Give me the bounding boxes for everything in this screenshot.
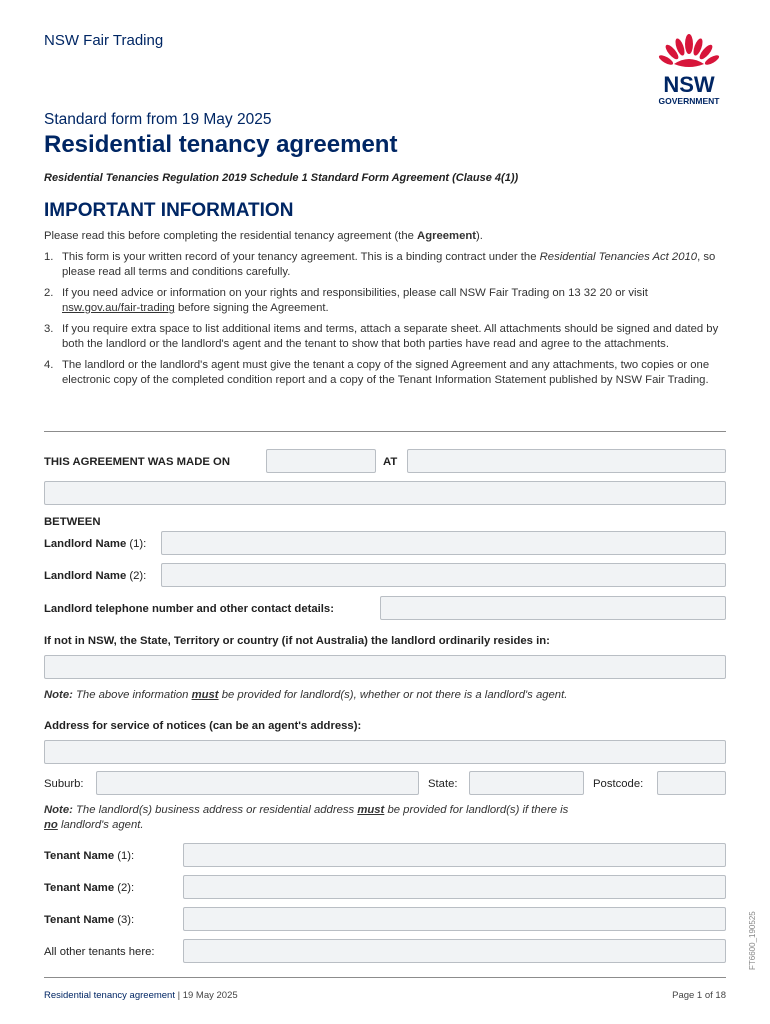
at-label: AT — [383, 456, 398, 468]
tenant-3-name-field[interactable] — [183, 907, 726, 931]
tenant-1-name-field[interactable] — [183, 843, 726, 867]
tenant-1-label: Tenant Name (1): — [44, 850, 135, 862]
footer-divider — [44, 977, 726, 978]
important-heading: IMPORTANT INFORMATION — [44, 200, 294, 221]
state-field[interactable] — [469, 771, 584, 795]
fair-trading-link[interactable]: nsw.gov.au/fair-trading — [62, 302, 175, 314]
regulation-reference: Residential Tenancies Regulation 2019 Schedule 1 Standard Form Agreement (Clause 4(1)) — [44, 172, 519, 184]
tenant-2-label: Tenant Name (2): — [44, 882, 135, 894]
tenant-3-label: Tenant Name (3): — [44, 914, 135, 926]
svg-text:NSW: NSW — [663, 72, 715, 97]
svg-text:GOVERNMENT: GOVERNMENT — [658, 96, 720, 106]
page-title: Residential tenancy agreement — [44, 131, 398, 158]
important-list — [44, 250, 726, 394]
address-note: Note: The landlord(s) business address or residential address must be provided for landlord(s) if there is no landlord's agent. — [44, 804, 569, 831]
postcode-field[interactable] — [657, 771, 726, 795]
other-tenants-label: All other tenants here: — [44, 946, 155, 958]
between-label: BETWEEN — [44, 516, 101, 528]
waratah-icon — [644, 30, 734, 110]
brand-name: NSW Fair Trading — [44, 32, 164, 49]
service-address-field[interactable] — [44, 740, 726, 764]
footer-doc-info: Residential tenancy agreement | 19 May 2025 — [44, 990, 238, 1001]
landlord-residence-label: If not in NSW, the State, Territory or country (if not Australia) the landlord ordinarily resides in: — [44, 635, 550, 647]
nsw-government-logo — [644, 30, 734, 110]
list-item: 2. If you need advice or information on your rights and responsibilities, please call NSW Fair Trading on 13 32 20 or visit nsw.gov.au/fair-trading before signing the Agreement. — [44, 287, 648, 314]
landlord-note: Note: The above information must be provided for landlord(s), whether or not there is a landlord's agent. — [44, 689, 568, 701]
service-address-label: Address for service of notices (can be an agent's address): — [44, 720, 362, 732]
state-label: State: — [428, 778, 458, 790]
suburb-field[interactable] — [96, 771, 419, 795]
made-on-label: THIS AGREEMENT WAS MADE ON — [44, 456, 230, 468]
section-divider — [44, 431, 726, 432]
tenant-2-name-field[interactable] — [183, 875, 726, 899]
suburb-label: Suburb: — [44, 778, 84, 790]
postcode-label: Postcode: — [593, 778, 644, 790]
agreement-location-field-2[interactable] — [44, 481, 726, 505]
landlord-2-name-field[interactable] — [161, 563, 726, 587]
landlord-2-label: Landlord Name (2): — [44, 570, 147, 582]
form-subtitle: Standard form from 19 May 2025 — [44, 111, 272, 128]
list-item: 4. The landlord or the landlord's agent must give the tenant a copy of the signed Agreement and any attachments, two copies or one electronic copy of the completed condition report and a copy of the Tenant Information Statement published by NSW Fair Trading. — [44, 359, 710, 386]
landlord-contact-label: Landlord telephone number and other contact details: — [44, 603, 334, 615]
page-number: Page 1 of 18 — [672, 990, 726, 1001]
landlord-1-name-field[interactable] — [161, 531, 726, 555]
agreement-date-field[interactable] — [266, 449, 376, 473]
important-intro: Please read this before completing the residential tenancy agreement (the Agreement). — [44, 230, 483, 242]
other-tenants-field[interactable] — [183, 939, 726, 963]
list-item: 1. This form is your written record of your tenancy agreement. This is a binding contract under the Residential Tenancies Act 2010, so please read all terms and conditions carefully. — [44, 251, 716, 278]
list-item: 3. If you require extra space to list additional items and terms, attach a separate sheet. All attachments should be signed and dated by both the landlord or the landlord's agent and the tenant to show that both parties have read and agree to the attachments. — [44, 323, 719, 350]
landlord-1-label: Landlord Name (1): — [44, 538, 147, 550]
landlord-residence-field[interactable] — [44, 655, 726, 679]
form-code: FT6600_190525 — [748, 911, 757, 970]
landlord-contact-field[interactable] — [380, 596, 726, 620]
agreement-location-field[interactable] — [407, 449, 726, 473]
